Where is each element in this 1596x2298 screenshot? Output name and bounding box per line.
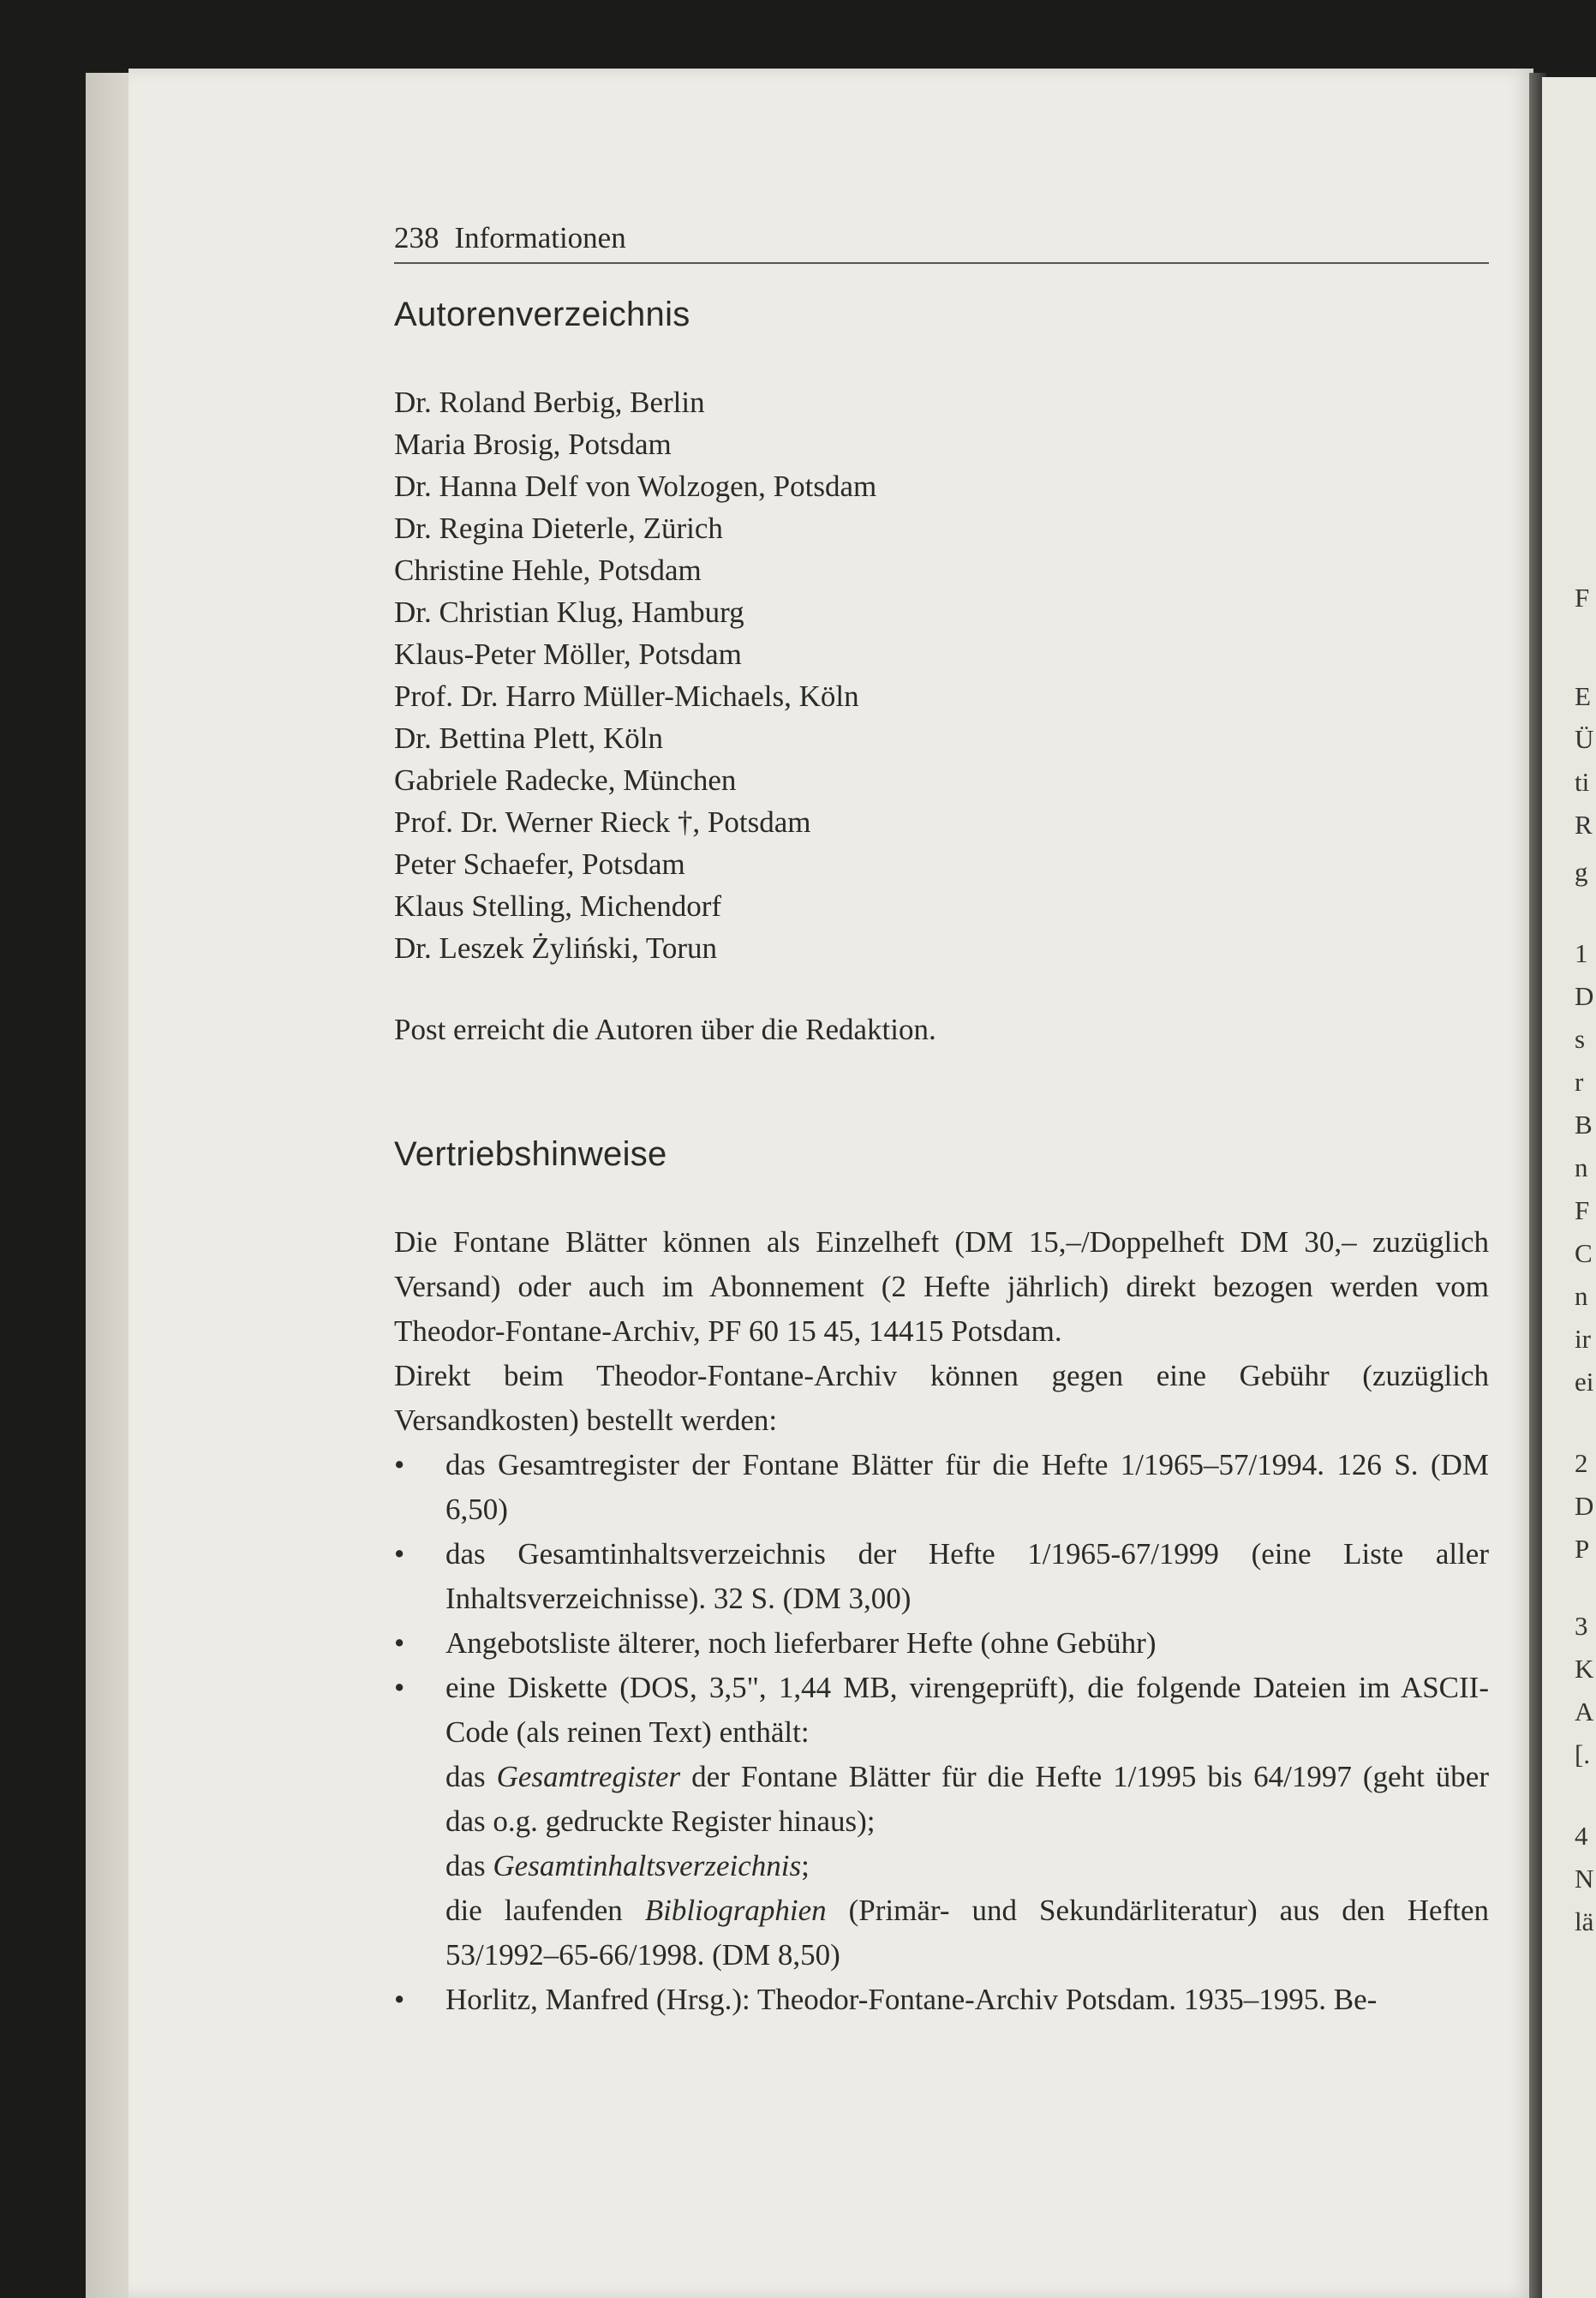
- author-entry: Gabriele Radecke, München: [394, 763, 737, 797]
- facing-page-letter: lä: [1575, 1906, 1594, 1936]
- facing-page-letter: D: [1575, 981, 1594, 1011]
- facing-page-letter: R: [1575, 810, 1593, 840]
- facing-page-letter: C: [1575, 1238, 1593, 1268]
- facing-page-letter: F: [1575, 583, 1590, 613]
- section-title: Informationen: [454, 221, 626, 254]
- contact-note: Post erreicht die Autoren über die Redaktion.: [394, 1013, 936, 1046]
- facing-page-letter: B: [1575, 1110, 1593, 1140]
- facing-page-letter: s: [1575, 1024, 1586, 1054]
- author-entry: Peter Schaefer, Potsdam: [394, 847, 685, 881]
- facing-page-letter: ir: [1575, 1324, 1591, 1354]
- author-entry: Dr. Bettina Plett, Köln: [394, 721, 664, 755]
- facing-page-letter: 2: [1575, 1448, 1588, 1478]
- author-entry: Klaus-Peter Möller, Potsdam: [394, 637, 742, 671]
- facing-page-letter: 4: [1575, 1821, 1588, 1851]
- list-item-text: eine Diskette (DOS, 3,5", 1,44 MB, virengeprüft), die folgende Dateien im ASCII-Code (als reinen Text) enthält:: [445, 1671, 1489, 1749]
- diskette-contents: [445, 1755, 1489, 1978]
- facing-page-letter: n: [1575, 1281, 1588, 1311]
- facing-page-letter: P: [1575, 1534, 1590, 1564]
- running-header: [394, 221, 1489, 264]
- list-item-text: das Gesamtinhaltsverzeichnis der Hefte 1/1965-67/1999 (eine Liste aller Inhaltsverzeichnisse). 32 S. (DM 3,00): [445, 1537, 1489, 1615]
- list-item-text: Angebotsliste älterer, noch lieferbarer Hefte (ohne Gebühr): [445, 1626, 1157, 1660]
- bullet-icon: •: [394, 1626, 405, 1660]
- facing-page-letter: ei: [1575, 1367, 1594, 1397]
- facing-page-letter: r: [1575, 1067, 1584, 1097]
- author-entry: Christine Hehle, Potsdam: [394, 554, 702, 587]
- list-item-text: Horlitz, Manfred (Hrsg.): Theodor-Fontane-Archiv Potsdam. 1935–1995. Be-: [445, 1983, 1378, 2016]
- list-item: [394, 1443, 1489, 1532]
- facing-page-letter: E: [1575, 681, 1591, 711]
- diskette-file-bibliographies: die laufenden Bibliographien (Primär- und Sekundärliteratur) aus den Heften 53/1992–65-66/1998. (DM 8,50): [445, 1894, 1489, 1972]
- author-entry: Prof. Dr. Werner Rieck †, Potsdam: [394, 805, 811, 839]
- author-entry: Dr. Leszek Żyliński, Torun: [394, 931, 717, 965]
- authors-heading: Autorenverzeichnis: [394, 296, 690, 333]
- author-list: [394, 381, 876, 969]
- bullet-icon: •: [394, 1537, 405, 1571]
- bullet-icon: •: [394, 1671, 405, 1704]
- bullet-icon: •: [394, 1983, 405, 2016]
- list-item: [394, 1666, 1489, 1978]
- diskette-file-register: das Gesamtregister der Fontane Blätter für die Hefte 1/1995 bis 64/1997 (geht über das o.g. gedruckte Register hinaus);: [445, 1760, 1489, 1838]
- author-entry: Dr. Regina Dieterle, Zürich: [394, 512, 723, 545]
- paragraph-subscription: Die Fontane Blätter können als Einzelheft (DM 15,–/Doppelheft DM 30,– zuzüglich Versand) oder auch im Abonnement (2 Hefte jährlich) direkt bezogen werden vom Theodor-Fontane-Archiv, PF 60 15 45, 14415 Potsdam.: [394, 1225, 1489, 1348]
- list-item-text: das Gesamtregister der Fontane Blätter für die Hefte 1/1965–57/1994. 126 S. (DM 6,50): [445, 1448, 1489, 1526]
- author-entry: Maria Brosig, Potsdam: [394, 428, 672, 461]
- facing-page-letter: g: [1575, 857, 1588, 887]
- facing-page-letter: n: [1575, 1152, 1588, 1182]
- facing-page-letter: F: [1575, 1195, 1590, 1225]
- order-list: [394, 1443, 1489, 2022]
- author-entry: Dr. Hanna Delf von Wolzogen, Potsdam: [394, 470, 877, 503]
- facing-page-letter: 3: [1575, 1611, 1588, 1641]
- paragraph-order-info: Direkt beim Theodor-Fontane-Archiv können gegen eine Gebühr (zuzüglich Versandkosten) bestellt werden:: [394, 1359, 1489, 1437]
- facing-page-letter: K: [1575, 1654, 1594, 1684]
- facing-page-letter: ti: [1575, 767, 1590, 797]
- list-item: [394, 1621, 1489, 1666]
- facing-page-letter: 1: [1575, 938, 1588, 968]
- diskette-file-contents: das Gesamtinhaltsverzeichnis;: [445, 1849, 810, 1882]
- author-entry: Prof. Dr. Harro Müller-Michaels, Köln: [394, 679, 859, 713]
- author-entry: Klaus Stelling, Michendorf: [394, 889, 722, 923]
- page-number: 238: [394, 221, 439, 254]
- facing-page-letter: D: [1575, 1491, 1594, 1521]
- facing-page-letter: Ü: [1575, 724, 1594, 754]
- distribution-body: [394, 1220, 1489, 2022]
- list-item: [394, 1532, 1489, 1621]
- facing-page-letter: A: [1575, 1697, 1594, 1726]
- author-entry: Dr. Roland Berbig, Berlin: [394, 386, 705, 419]
- list-item: [394, 1978, 1489, 2022]
- bullet-icon: •: [394, 1448, 405, 1481]
- facing-page-letter: [.: [1575, 1739, 1591, 1769]
- facing-page-fragment: [1542, 77, 1596, 2298]
- author-entry: Dr. Christian Klug, Hamburg: [394, 595, 744, 629]
- distribution-heading: Vertriebshinweise: [394, 1135, 667, 1173]
- facing-page-letter: N: [1575, 1864, 1594, 1894]
